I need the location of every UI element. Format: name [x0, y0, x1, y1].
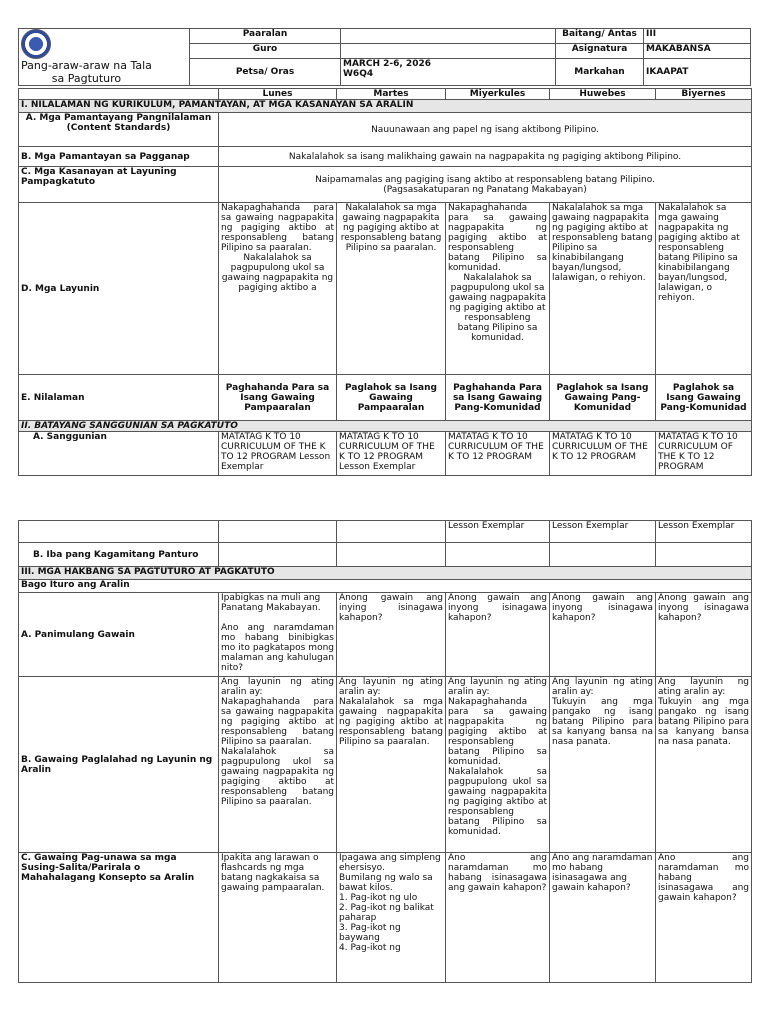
content-lunes: Paghahanda Para sa Isang Gawaing Pampaaralan	[219, 375, 337, 421]
performance-standards-value: Nakalalahok sa isang malikhaing gawain na nagpapakita ng pagiging aktibong Pilipino.	[219, 147, 752, 167]
intro-martes: Anong gawain ang inying isinagawa kahapon?	[337, 593, 446, 677]
baitang-label: Baitang/ Antas	[556, 29, 644, 44]
day-header: Biyernes	[656, 89, 752, 100]
main-table-1	[18, 88, 752, 476]
section-title: II. BATAYANG SANGGUNIAN SA PAGKATUTO	[19, 421, 752, 432]
day-header: Huwebes	[550, 89, 656, 100]
intro-lunes: Ipabigkas na muli ang Panatang Makabayan. Ano ang naramdaman mo habang binibigkas mo ito pagkatapos mong malaman ang kahulugan nito?	[219, 593, 337, 677]
content-miyerkules: Paghahanda Para sa Isang Gawaing Pang-Komunidad	[446, 375, 550, 421]
petsa-label: Petsa/ Oras	[190, 59, 341, 86]
header-title-cell	[19, 29, 190, 86]
deped-seal-icon	[21, 29, 51, 59]
header-table	[18, 28, 751, 86]
content-biyernes: Paglahok sa Isang Gawaing Pang-Komunidad	[656, 375, 752, 421]
baitang-value: III	[644, 29, 751, 44]
objective-huwebes: Nakalalahok sa mga gawaing nagpapakita ng pagiging aktibo at responsableng batang Pilipino sa kinabibilangang bayan/lungsod, lalawigan, o rehiyon.	[550, 203, 656, 375]
exercise-list-item: 3. Pag-ikot ng baywang	[339, 923, 401, 943]
objective-lunes: Nakapaghahanda para sa gawaing nagpapakita ng pagiging aktibo at responsableng batang Pilipino sa paaralan. Nakalalahok sa pagpupulong ukol sa gawaing nagpapakita ng pagiging aktibo a	[219, 203, 337, 375]
reference-cont-biyernes: Lesson Exemplar	[656, 521, 752, 543]
paaralan-value	[341, 29, 556, 44]
content-standards-value: Nauunawaan ang papel ng isang aktibong Pilipino.	[219, 113, 752, 147]
day-header: Lunes	[219, 89, 337, 100]
key-concepts-label: C. Gawaing Pag-unawa sa mga Susing-Salita/Parirala o Mahahalagang Konsepto sa Aralin	[19, 853, 219, 983]
reference-biyernes: MATATAG K TO 10 CURRICULUM OF THE K TO 12 PROGRAM	[656, 432, 752, 476]
objectives-label: D. Mga Layunin	[19, 203, 219, 375]
concepts-biyernes: Ano ang naramdaman mo habang isinasagawa ang gawain kahapon?	[656, 853, 752, 983]
day-header: Miyerkules	[446, 89, 550, 100]
intro-miyerkules: Anong gawain ang inyong isinagawa kahapon?	[446, 593, 550, 677]
section-title: I. NILALAMAN NG KURIKULUM, PAMANTAYAN, AT MGA KASANAYAN SA ARALIN	[19, 100, 752, 113]
presentation-lunes: Ang layunin ng ating aralin ay: Nakapaghahanda para sa gawaing nagpapakita ng pagiging aktibo at responsableng batang Pilipino sa paaralan. Nakalalahok sa pagpupulong ukol sa gawaing nagpapakita ng pagiging aktibo at responsableng batang Pilipino sa paaralan.	[219, 677, 337, 853]
header-title: Pang-araw-araw na Tala sa Pagtuturo	[21, 59, 152, 85]
objective-presentation-label: B. Gawaing Paglalahad ng Layunin ng Aralin	[19, 677, 219, 853]
intro-biyernes: Anong gawain ang inyong isinagawa kahapon?	[656, 593, 752, 677]
reference-cont-miyerkules: Lesson Exemplar	[446, 521, 550, 543]
asignatura-label: Asignatura	[556, 44, 644, 59]
content-huwebes: Paglahok sa Isang Gawaing Pang-Komunidad	[550, 375, 656, 421]
page-1	[0, 0, 768, 490]
page-2	[0, 518, 768, 1024]
content-standards-label: A. Mga Pamantayang Pangnilalaman (Content Standards)	[19, 113, 219, 147]
asignatura-value: MAKABANSA	[644, 44, 751, 59]
exercise-list-item: 4. Pag-ikot ng	[339, 943, 401, 953]
competencies-value: Naipamamalas ang pagiging isang aktibo at responsableng batang Pilipino. (Pagsasakatuparan ng Panatang Makabayan)	[219, 167, 752, 203]
reference-cont-martes	[337, 521, 446, 543]
performance-standards-label: B. Mga Pamantayan sa Pagganap	[19, 147, 219, 167]
exercise-list-item: 1. Pag-ikot ng ulo	[339, 893, 418, 903]
reference-cont-lunes	[219, 521, 337, 543]
reference-martes: MATATAG K TO 10 CURRICULUM OF THE K TO 12 PROGRAM Lesson Exemplar	[337, 432, 446, 476]
guro-value	[341, 44, 556, 59]
concepts-miyerkules: Ano ang naramdaman mo habang isinasagawa ang gawain kahapon?	[446, 853, 550, 983]
objective-biyernes: Nakalalahok sa mga gawaing nagpapakita ng pagiging aktibo at responsableng batang Pilipino sa kinabibilangang bayan/lungsod, lalawigan, o rehiyon.	[656, 203, 752, 375]
concepts-martes: Ipagawa ang simpleng ehersisyo. Bumilang ng walo sa bawat kilos. 1. Pag-ikot ng ulo 2. Pag-ikot ng balikat paharap 3. Pag-ikot ng baywang 4. Pag-ikot ng	[337, 853, 446, 983]
references-label: A. Sanggunian	[19, 432, 219, 476]
presentation-martes: Ang layunin ng ating aralin ay: Nakalalahok sa mga gawaing nagpapakita ng pagiging aktibo at responsableng batang Pilipino sa paaralan.	[337, 677, 446, 853]
content-martes: Paglahok sa Isang Gawaing Pampaaralan	[337, 375, 446, 421]
content-label: E. Nilalaman	[19, 375, 219, 421]
presentation-biyernes: Ang layunin ng ating aralin ay: Tukuyin ang mga pangako ng isang batang Pilipino para sa kanyang bansa na nasa panata.	[656, 677, 752, 853]
intro-activity-label: A. Panimulang Gawain	[19, 593, 219, 677]
reference-cont-huwebes: Lesson Exemplar	[550, 521, 656, 543]
markahan-label: Markahan	[556, 59, 644, 86]
reference-lunes: MATATAG K TO 10 CURRICULUM OF THE K TO 12 PROGRAM Lesson Exemplar	[219, 432, 337, 476]
concepts-huwebes: Ano ang naramdaman mo habang isinasagawa ang gawain kahapon?	[550, 853, 656, 983]
subsection-title: Bago Ituro ang Aralin	[19, 580, 752, 593]
reference-huwebes: MATATAG K TO 10 CURRICULUM OF THE K TO 12 PROGRAM	[550, 432, 656, 476]
objective-miyerkules: Nakapaghahanda para sa gawaing nagpapakita ng pagiging aktibo at responsableng batang Pilipino sa komunidad. Nakalalahok sa pagpupulong ukol sa gawaing nagpapakita ng pagiging aktibo at responsableng batang Pilipino sa komunidad.	[446, 203, 550, 375]
paaralan-label: Paaralan	[190, 29, 341, 44]
objective-martes: Nakalalahok sa mga gawaing nagpapakita ng pagiging aktibo at responsableng batang Pilipino sa paaralan.	[337, 203, 446, 375]
exercise-list-item: 2. Pag-ikot ng balikat paharap	[339, 903, 434, 923]
intro-huwebes: Anong gawain ang inyong isinagawa kahapon?	[550, 593, 656, 677]
presentation-huwebes: Ang layunin ng ating aralin ay: Tukuyin ang mga pangako ng isang batang Pilipino para sa kanyang bansa na nasa panata.	[550, 677, 656, 853]
main-table-2	[18, 520, 752, 983]
other-materials-label: B. Iba pang Kagamitang Panturo	[19, 543, 219, 567]
concepts-lunes: Ipakita ang larawan o flashcards ng mga batang nagkakaisa sa gawaing pampaaralan.	[219, 853, 337, 983]
reference-miyerkules: MATATAG K TO 10 CURRICULUM OF THE K TO 12 PROGRAM	[446, 432, 550, 476]
guro-label: Guro	[190, 44, 341, 59]
petsa-value: MARCH 2-6, 2026 W6Q4	[341, 59, 556, 86]
markahan-value: IKAAPAT	[644, 59, 751, 86]
presentation-miyerkules: Ang layunin ng ating aralin ay: Nakapaghahanda para sa gawaing nagpapakita ng pagiging aktibo at responsableng batang Pilipino sa komunidad. Nakalalahok sa pagpupulong ukol sa gawaing nagpapakita ng pagiging aktibo at responsableng batang Pilipino sa komunidad.	[446, 677, 550, 853]
section-title: III. MGA HAKBANG SA PAGTUTURO AT PAGKATUTO	[19, 567, 752, 580]
day-header: Martes	[337, 89, 446, 100]
competencies-label: C. Mga Kasanayan at Layuning Pampagkatuto	[19, 167, 219, 203]
